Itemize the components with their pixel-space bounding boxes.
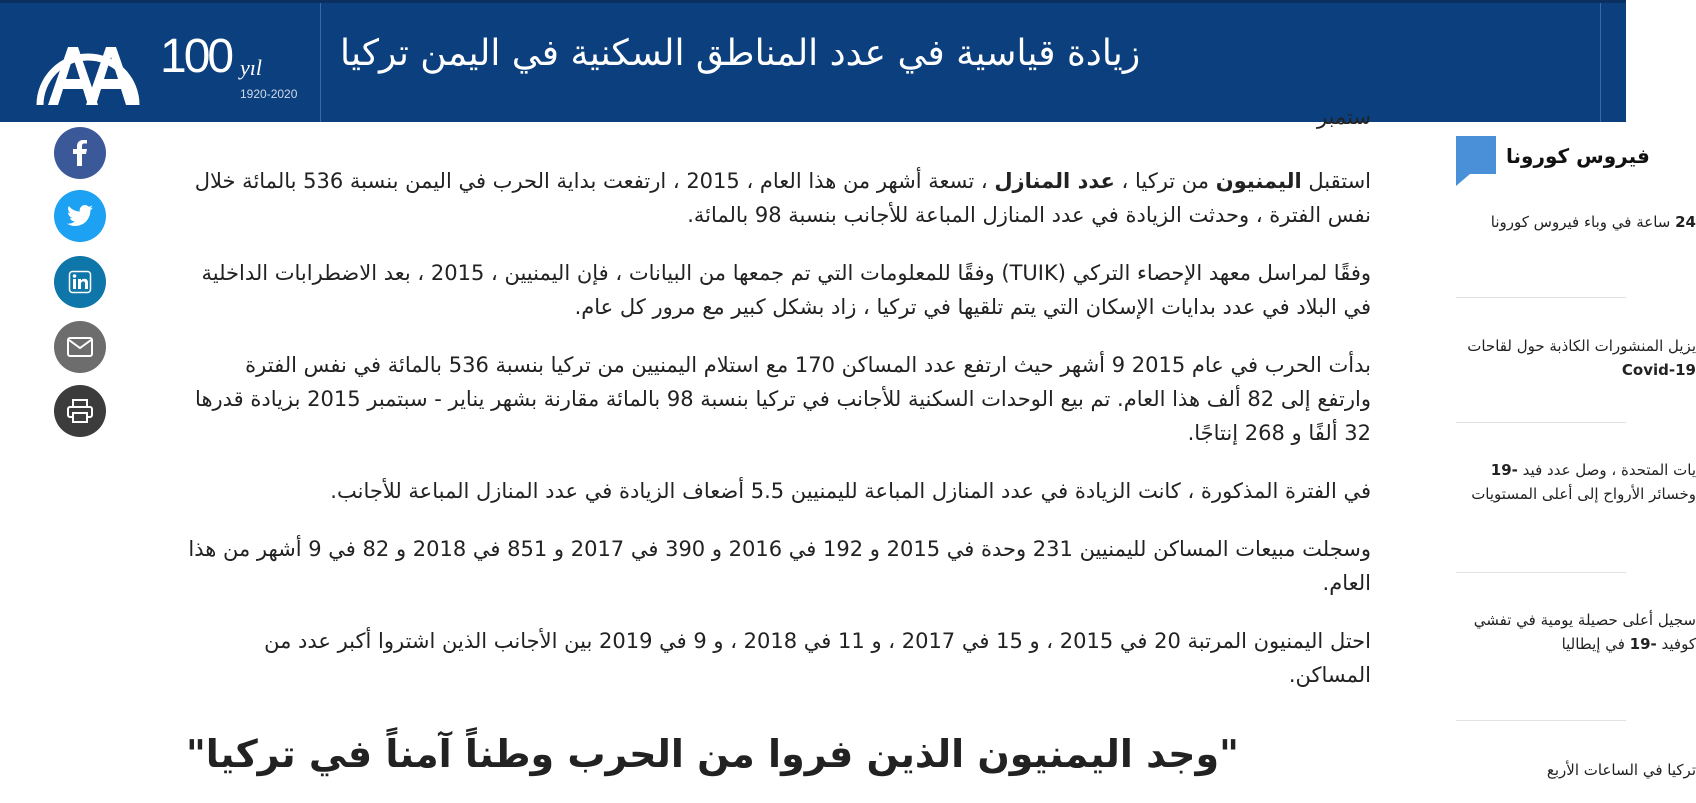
sidebar-divider [1456, 422, 1626, 423]
sidebar-news-item-1[interactable] [1456, 210, 1696, 252]
twitter-icon [67, 205, 93, 227]
p1-text-c: من تركيا ، [1114, 169, 1216, 193]
sidebar-item-3-text-a: يات المتحدة ، وصل عدد فيد [1517, 461, 1696, 479]
sidebar-divider [1456, 720, 1626, 721]
article-paragraph-5: وسجلت مبيعات المساكن لليمنيين 231 وحدة في 2015 و 192 في 2016 و 390 في 2017 و 851 في 2018 و 82 في 9 أشهر من هذا العام. [188, 537, 1371, 595]
article-paragraph-6: احتل اليمنيون المرتبة 20 في 2015 ، و 15 في 2017 ، و 11 في 2018 ، و 9 في 2019 بين الأجانب الذين اشتروا أكبر عدد من المساكن. [264, 629, 1371, 687]
sidebar-divider [1456, 572, 1626, 573]
sidebar-item-5-text: تركيا في الساعات الأربع [1546, 761, 1696, 779]
print-button[interactable] [54, 385, 106, 437]
sidebar-news-item-3[interactable] [1456, 458, 1696, 524]
aa-logo-mark-icon [34, 17, 142, 107]
sidebar-item-2-bold: Covid-19 [1621, 361, 1696, 379]
article-paragraph-1 [186, 164, 1371, 232]
facebook-icon [69, 140, 91, 166]
p1-bold-yemenis: اليمنيون [1215, 169, 1302, 193]
linkedin-icon [69, 271, 91, 293]
sidebar-item-3-bold: -19 [1490, 461, 1518, 479]
p1-text-a: استقبل [1301, 169, 1371, 193]
sidebar-item-3-text-c: وخسائر الأرواح إلى أعلى المستويات [1471, 485, 1696, 503]
sidebar-news-item-4[interactable] [1456, 608, 1696, 674]
sidebar-related-news [1456, 122, 1696, 803]
p1-text-e: ، تسعة أشهر من هذا العام ، 2015 ، ارتفعت بداية الحرب في اليمن بنسبة 536 بالمائة خلال نفس الفترة ، وحدثت الزيادة في عدد المنازل المباعة للأجانب بنسبة 98 بالمائة. [194, 169, 1371, 227]
sidebar-item-4-bold: -19 [1629, 635, 1657, 653]
page-title: زيادة قياسية في عدد المناطق السكنية في اليمن تركيا [340, 33, 1141, 74]
sidebar-item-4-text-c: في إيطاليا [1561, 635, 1630, 653]
article-paragraph-2: وفقًا لمراسل معهد الإحصاء التركي (TUIK) وفقًا للمعلومات التي تم جمعها من البيانات ، فإن اليمنيين ، 2015 ، بعد الاضطرابات الداخلية في البلاد في عدد بدايات الإسكان التي يتم تلقيها في تركيا ، زاد بشكل كبير مع مرور كل عام. [201, 261, 1371, 319]
article-paragraph-3: بدأت الحرب في عام 2015 9 أشهر حيث ارتفع عدد المساكن 170 مع استلام اليمنيين من تركيا بنسبة 536 بالمائة في نفس الفترة وارتفع إلى 82 ألف هذا العام. تم بيع الوحدات السكنية للأجانب في تركيا بنسبة 98 بالمائة مقارنة بشهر يناير - سبتمبر 2015 بزيادة قدرها 32 ألفًا و 268 إنتاجًا. [195, 353, 1371, 445]
sidebar-news-item-2[interactable] [1456, 334, 1696, 400]
article-subheading: "وجد اليمنيون الذين فروا من الحرب وطناً آمناً في تركيا" [186, 732, 1239, 776]
logo-yil: yıl [240, 55, 262, 80]
sidebar-item-1-text: ساعة في وباء فيروس كورونا [1490, 213, 1676, 231]
sidebar-divider [1456, 297, 1626, 298]
sidebar-header [1456, 136, 1666, 186]
sidebar-title[interactable]: فيروس كورونا [1506, 144, 1650, 168]
twitter-share-button[interactable] [54, 190, 106, 242]
linkedin-share-button[interactable] [54, 256, 106, 308]
sidebar-item-2-text: يزيل المنشورات الكاذبة حول لقاحات [1467, 337, 1696, 355]
speech-flag-icon [1456, 136, 1496, 174]
envelope-icon [67, 337, 93, 357]
cut-off-text [186, 100, 1371, 108]
printer-icon [67, 399, 93, 423]
p1-bold-houses: عدد المنازل [994, 169, 1115, 193]
facebook-share-button[interactable] [54, 127, 106, 179]
header-divider [1600, 3, 1601, 122]
sidebar-news-item-5[interactable] [1456, 758, 1696, 800]
email-share-button[interactable] [54, 321, 106, 373]
sidebar-item-1-number: 24 [1675, 213, 1696, 231]
logo-100: 100 [160, 30, 232, 83]
article-body [186, 118, 1371, 692]
logo-years: 1920-2020 [240, 87, 298, 101]
sidebar-item-4-text-a: سجيل أعلى حصيلة يومية في تفشي كوفيد [1473, 611, 1696, 653]
article-paragraph-4: في الفترة المذكورة ، كانت الزيادة في عدد المنازل المباعة لليمنيين 5.5 أضعاف الزيادة في عدد المنازل المباعة للأجانب. [330, 479, 1371, 503]
